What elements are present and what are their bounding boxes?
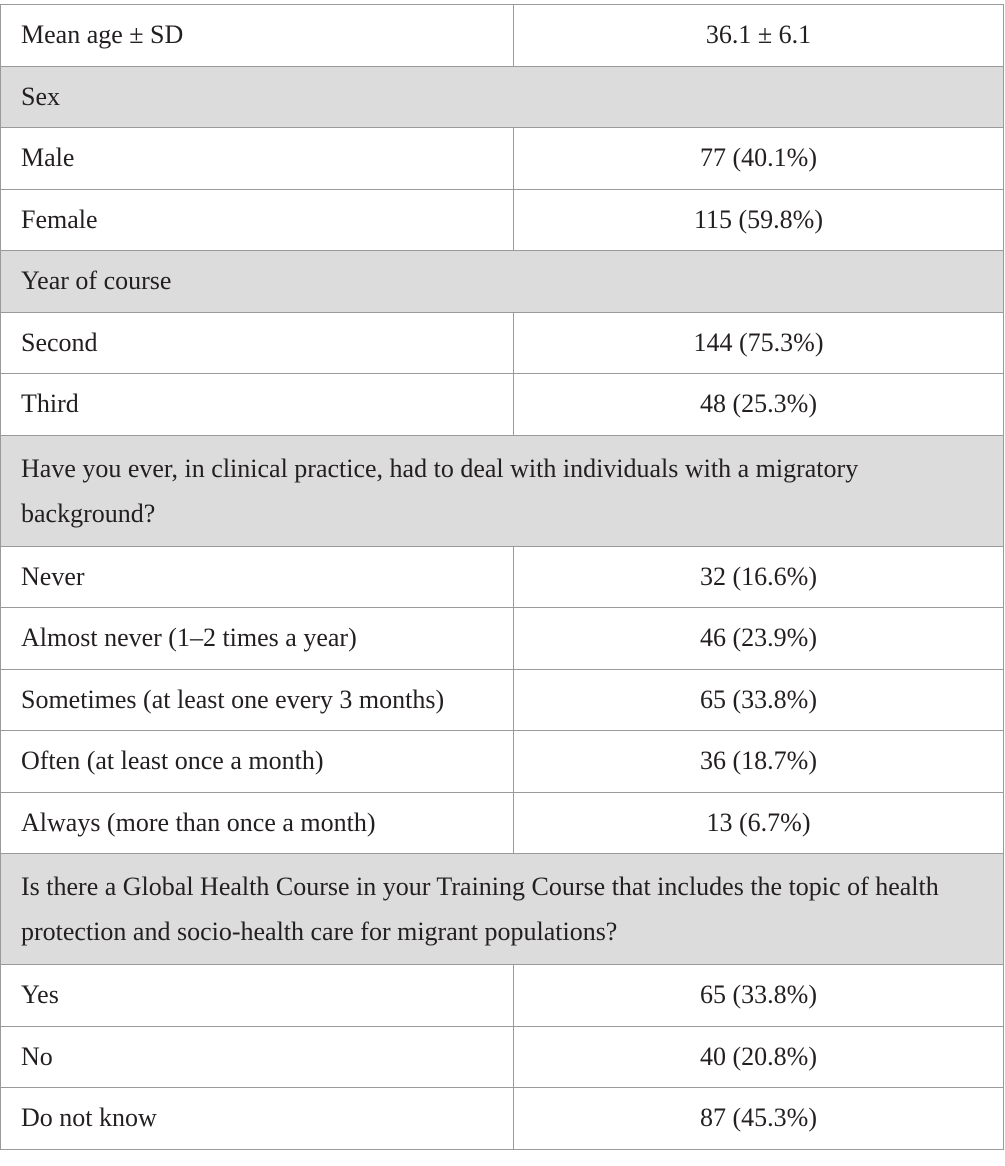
row-value: 77 (40.1%)	[514, 128, 1004, 190]
table-row-yes	[1, 965, 1004, 1027]
section-row-global-health-course	[1, 854, 1004, 965]
row-value: 144 (75.3%)	[514, 312, 1004, 374]
section-heading: Have you ever, in clinical practice, had to deal with individuals with a migratory background?	[1, 435, 1004, 546]
row-label: Do not know	[1, 1088, 514, 1150]
table-row-often	[1, 731, 1004, 793]
section-row-migratory-background	[1, 435, 1004, 546]
table-row-mean-age	[1, 5, 1004, 67]
demographics-table	[0, 4, 1004, 1150]
row-label: Male	[1, 128, 514, 190]
row-value: 87 (45.3%)	[514, 1088, 1004, 1150]
table-row-third	[1, 374, 1004, 436]
row-value: 32 (16.6%)	[514, 546, 1004, 608]
row-label: Often (at least once a month)	[1, 731, 514, 793]
row-value: 65 (33.8%)	[514, 965, 1004, 1027]
table-row-always	[1, 792, 1004, 854]
row-value: 13 (6.7%)	[514, 792, 1004, 854]
section-row-year-of-course	[1, 251, 1004, 313]
section-row-sex	[1, 66, 1004, 128]
table-row-do-not-know	[1, 1088, 1004, 1150]
row-label: Second	[1, 312, 514, 374]
table-row-male	[1, 128, 1004, 190]
table-row-second	[1, 312, 1004, 374]
row-value: 36 (18.7%)	[514, 731, 1004, 793]
section-heading: Is there a Global Health Course in your Training Course that includes the topic of health protection and socio-health care for migrant populations?	[1, 854, 1004, 965]
table-row-never	[1, 546, 1004, 608]
table-row-almost-never	[1, 608, 1004, 670]
row-label: Mean age ± SD	[1, 5, 514, 67]
row-label: Almost never (1–2 times a year)	[1, 608, 514, 670]
row-label: Sometimes (at least one every 3 months)	[1, 669, 514, 731]
section-heading: Sex	[1, 66, 1004, 128]
row-value: 40 (20.8%)	[514, 1026, 1004, 1088]
row-label: Never	[1, 546, 514, 608]
row-label: Yes	[1, 965, 514, 1027]
row-value: 46 (23.9%)	[514, 608, 1004, 670]
table-row-no	[1, 1026, 1004, 1088]
row-value: 115 (59.8%)	[514, 189, 1004, 251]
table-row-sometimes	[1, 669, 1004, 731]
row-label: Always (more than once a month)	[1, 792, 514, 854]
row-value: 36.1 ± 6.1	[514, 5, 1004, 67]
row-value: 48 (25.3%)	[514, 374, 1004, 436]
row-label: Female	[1, 189, 514, 251]
row-label: No	[1, 1026, 514, 1088]
table-row-female	[1, 189, 1004, 251]
section-heading: Year of course	[1, 251, 1004, 313]
row-label: Third	[1, 374, 514, 436]
row-value: 65 (33.8%)	[514, 669, 1004, 731]
